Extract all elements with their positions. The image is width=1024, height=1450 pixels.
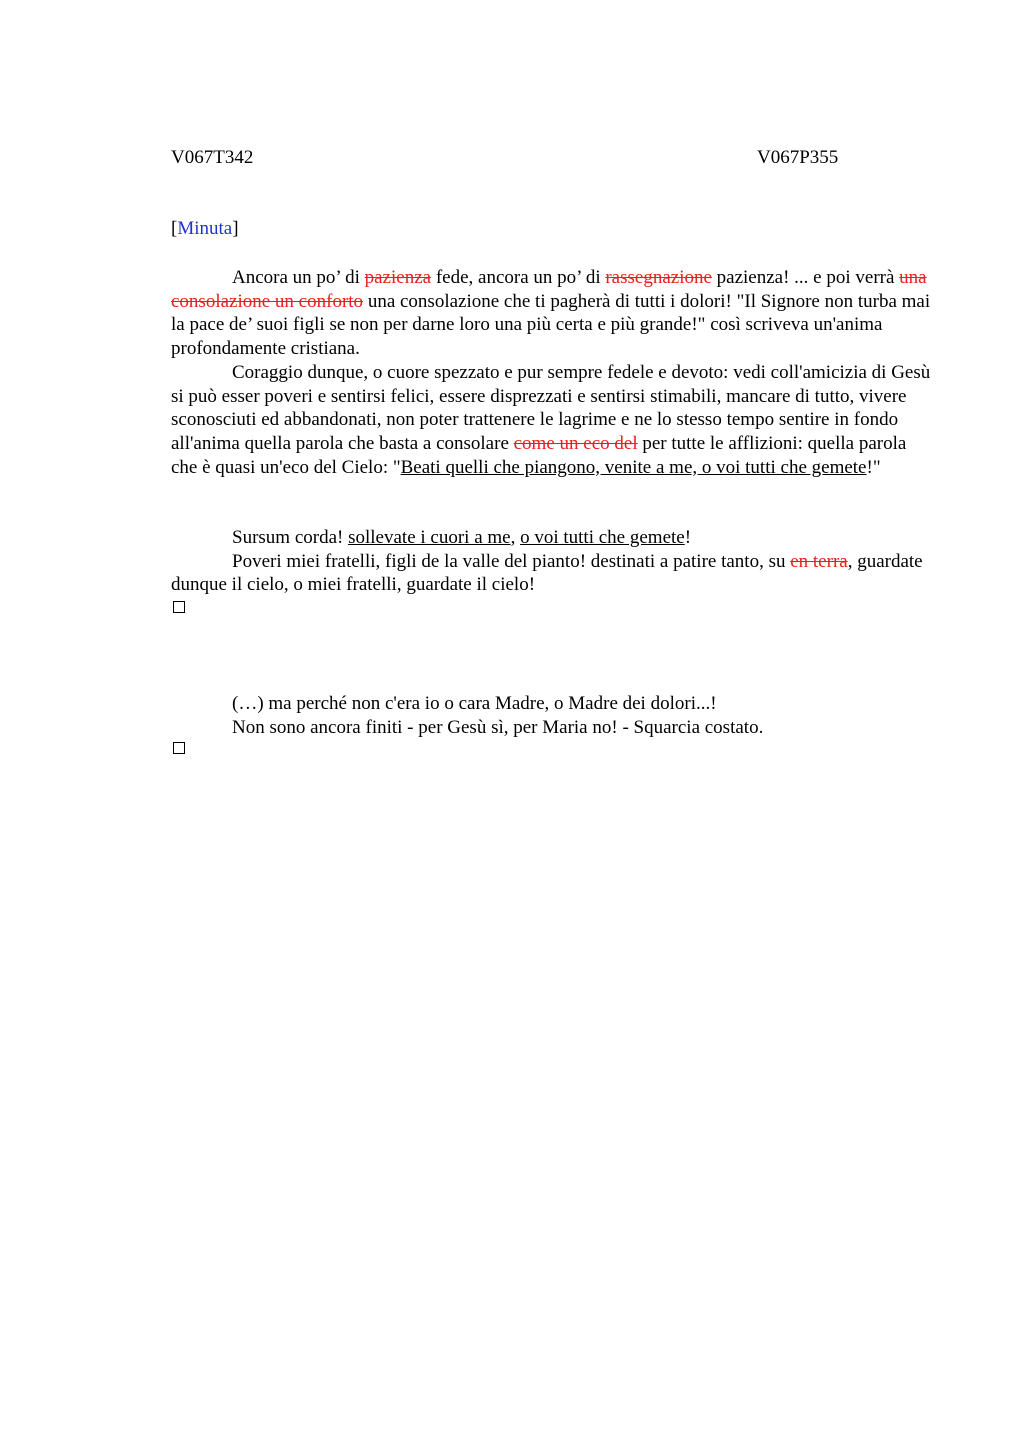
- right-code: V067P355: [757, 147, 839, 168]
- text-run: per tutte le afflizioni: quella parola che è quasi un'eco del Cielo: ": [171, 432, 907, 478]
- text-run: , guardate dunque il cielo, o miei fratelli, guardate il cielo!: [171, 550, 923, 596]
- text-run: fede, ancora un po’ di: [431, 267, 606, 288]
- deleted-text: pazienza: [364, 267, 432, 288]
- text-block-2: [171, 526, 931, 597]
- text-run: Ancora un po’ di: [232, 267, 365, 288]
- text-run: Sursum corda!: [232, 527, 349, 548]
- text-block-3: [171, 692, 931, 739]
- checkbox-icon: [173, 742, 185, 754]
- deleted-text: en terra: [790, 550, 848, 572]
- text-run: Coraggio dunque, o cuore spezzato e pur sempre fedele e devoto: vedi coll'amicizia di Gesù si può esser poveri e sentirsi felici, essere disprezzati e sentirsi stimabili, mancare di tutto, vivere sconosciuti ed abbandonati, non poter trattenere le lagrime e ne lo stesso tempo sentire in fondo all'anima quella parola che basta a consolare: [171, 361, 931, 454]
- paragraph-6: Non sono ancora finiti - per Gesù sì, per Maria no! - Squarcia costato.: [232, 716, 764, 738]
- paragraph-4: [171, 550, 931, 597]
- deleted-text: una consolazione un conforto: [171, 267, 927, 312]
- deleted-text: come un eco del: [513, 432, 638, 454]
- tag-close-bracket: ]: [232, 218, 239, 239]
- tag-open-bracket: [: [171, 218, 178, 239]
- text-run: !": [866, 456, 881, 478]
- underlined-text: sollevate i cuori a me: [348, 527, 511, 548]
- deleted-text: rassegnazione: [605, 267, 712, 288]
- minuta-tag: [171, 218, 239, 240]
- paragraph-5: (…) ma perché non c'era io o cara Madre, o Madre dei dolori...!: [232, 693, 717, 714]
- paragraph-1: [171, 266, 931, 361]
- text-run: Poveri miei fratelli, figli de la valle del pianto! destinati a patire tanto, su: [232, 550, 791, 572]
- text-run: !: [684, 527, 692, 548]
- text-block-1: [171, 266, 931, 479]
- text-run: una consolazione che ti pagherà di tutti i dolori! "Il Signore non turba mai la pace de’ suoi figli se non per darne loro una più certa e più grande!" così scriveva un'anima profondamente cristiana.: [171, 290, 931, 360]
- checkbox-icon: [173, 601, 185, 613]
- tag-label: Minuta: [177, 218, 233, 239]
- paragraph-3: [171, 526, 931, 550]
- underlined-text: o voi tutti che gemete: [520, 527, 685, 548]
- paragraph-2: [171, 361, 931, 480]
- text-run: ,: [510, 527, 521, 548]
- text-run: pazienza! ... e poi verrà: [711, 267, 900, 288]
- left-code: V067T342: [171, 147, 254, 168]
- underlined-text: Beati quelli che piangono, venite a me, o voi tutti che gemete: [400, 456, 867, 478]
